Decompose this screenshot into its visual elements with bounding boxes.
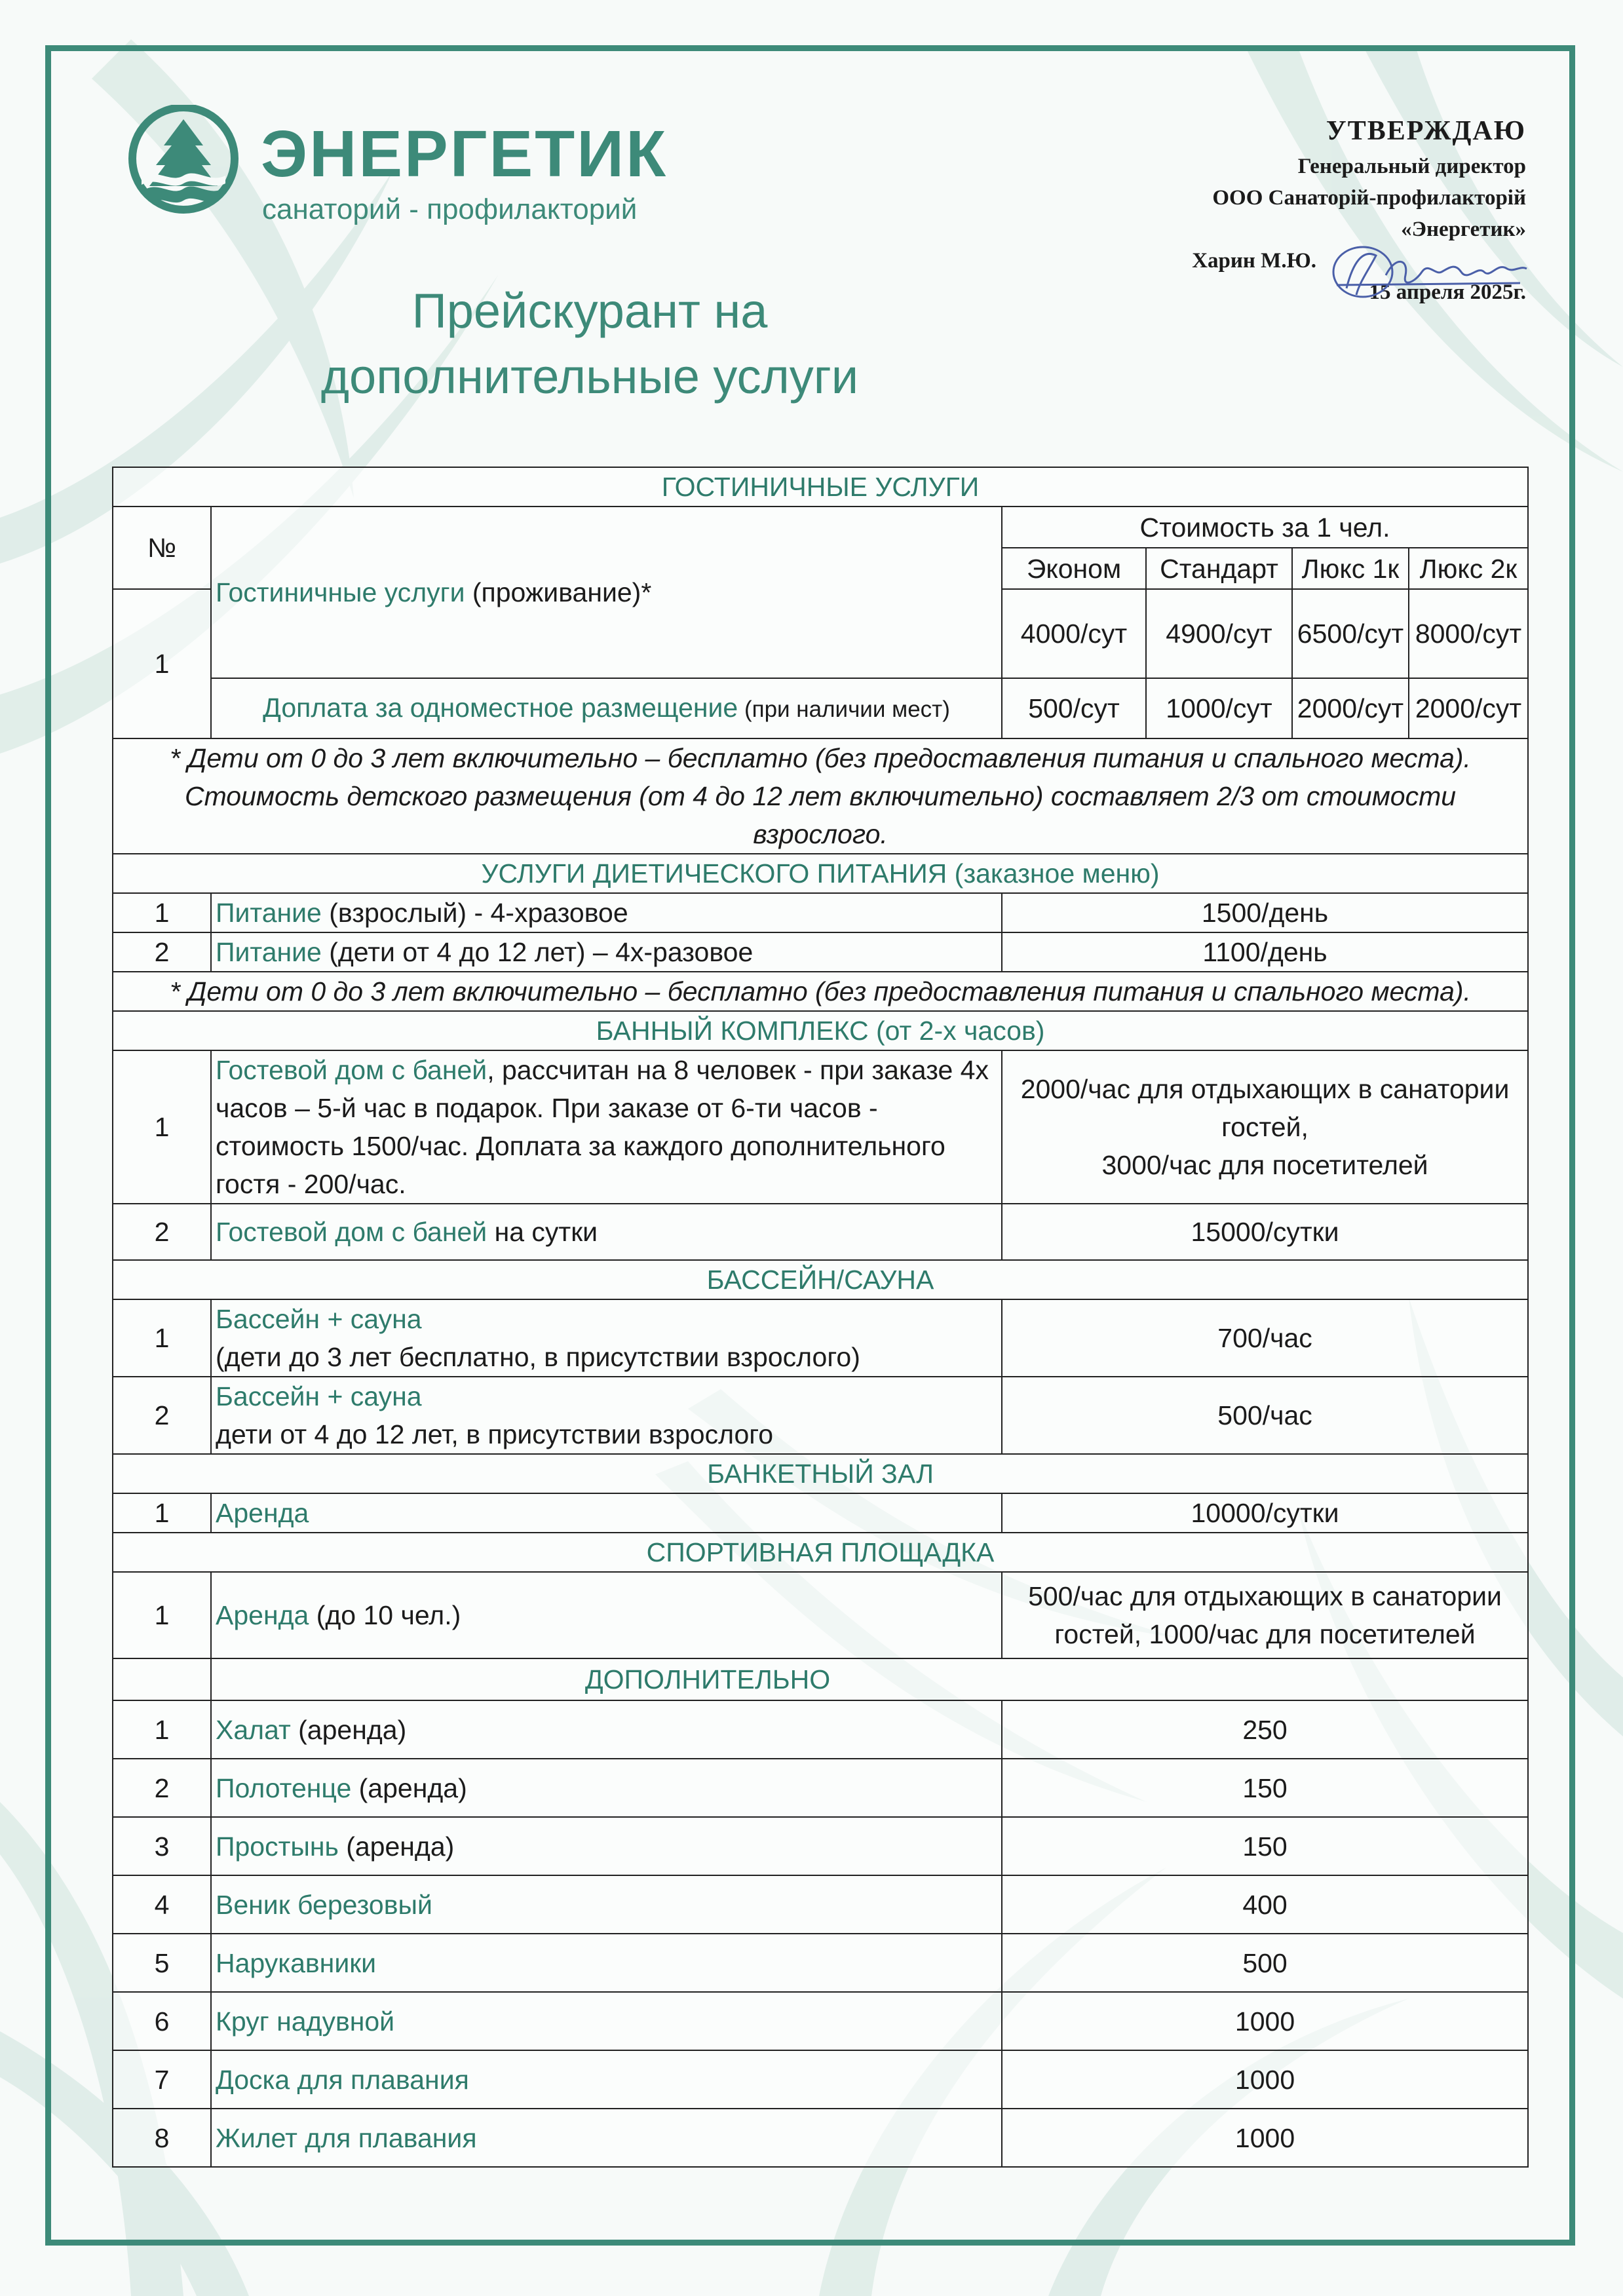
approval-title: УТВЕРЖДАЮ (1326, 116, 1526, 146)
supplement-economy: 500/сут (1002, 678, 1146, 738)
table-row: 1 Питание (взрослый) - 4-хразовое 1500/день (113, 893, 1528, 932)
pool-price: 700/час (1002, 1299, 1528, 1377)
extra-price: 1000 (1002, 2109, 1528, 2167)
table-row: 1 Аренда 10000/сутки (113, 1493, 1528, 1533)
table-row: 1 Гостевой дом с баней, рассчитан на 8 человек - при заказе 4х часов – 5-й час в подарок. При заказе от 6-ти часов - стоимость 1500/час. Доплата за каждого дополнительного гостя - 200/час. 2000/час для отдыхающих в санатории гостей, 3000/час для посетителей (113, 1050, 1528, 1204)
price-lux2: 8000/сут (1409, 589, 1528, 678)
table-row: 1 Халат (аренда) 250 (113, 1700, 1528, 1759)
extra-item-name: Халат (аренда) (211, 1700, 1002, 1759)
table-row: 2 Гостевой дом с баней на сутки 15000/сутки (113, 1204, 1528, 1260)
table-row: 3 Простынь (аренда) 150 (113, 1817, 1528, 1875)
approval-signer: Харин М.Ю. (1192, 249, 1316, 273)
bath-item-name: Гостевой дом с баней, рассчитан на 8 человек - при заказе 4х часов – 5-й час в подарок. При заказе от 6-ти часов - стоимость 1500/час. Доплата за каждого дополнительного гостя - 200/час. (211, 1050, 1002, 1204)
approval-date: 15 апреля 2025г. (1369, 280, 1526, 304)
diet-price: 1500/день (1002, 893, 1528, 932)
extra-item-name: Простынь (аренда) (211, 1817, 1002, 1875)
row-number: 1 (113, 589, 211, 738)
diet-note-row (113, 972, 1528, 1011)
extra-item-name: Жилет для плавания (211, 2109, 1002, 2167)
extra-price: 400 (1002, 1875, 1528, 1934)
price-economy: 4000/сут (1002, 589, 1146, 678)
price-lux1: 6500/сут (1292, 589, 1409, 678)
diet-note: * Дети от 0 до 3 лет включительно – бесплатно (без предоставления питания и спального места). (113, 972, 1528, 1011)
col-number-header: № (113, 507, 211, 589)
table-row: 8 Жилет для плавания 1000 (113, 2109, 1528, 2167)
supplement-standard: 1000/сут (1146, 678, 1292, 738)
extra-price: 1000 (1002, 2050, 1528, 2109)
supplement-lux2: 2000/сут (1409, 678, 1528, 738)
price-table (112, 467, 1529, 2168)
cost-header: Стоимость за 1 чел. (1002, 507, 1528, 548)
banquet-section-header: БАНКЕТНЫЙ ЗАЛ (113, 1454, 1528, 1493)
pool-section-header: БАССЕЙН/САУНА (113, 1260, 1528, 1299)
sport-section-header: СПОРТИВНАЯ ПЛОЩАДКА (113, 1533, 1528, 1572)
extra-item-name: Полотенце (аренда) (211, 1759, 1002, 1817)
page-title-line1: Прейскурант на (411, 284, 768, 338)
category-lux1: Люкс 1к (1292, 548, 1409, 589)
supplement-lux1: 2000/сут (1292, 678, 1409, 738)
table-row: 1 Аренда (до 10 чел.) 500/час для отдыхающих в санатории гостей, 1000/час для посетителей (113, 1572, 1528, 1658)
diet-item-name: Питание (дети от 4 до 12 лет) – 4х-разовое (211, 932, 1002, 972)
sport-price: 500/час для отдыхающих в санатории гостей, 1000/час для посетителей (1002, 1572, 1528, 1658)
extra-price: 500 (1002, 1934, 1528, 1992)
director-signature (1324, 236, 1533, 308)
extra-price: 150 (1002, 1817, 1528, 1875)
bath-price: 2000/час для отдыхающих в санатории гостей, 3000/час для посетителей (1002, 1050, 1528, 1204)
approval-company-name: «Энергетик» (1401, 218, 1526, 241)
diet-price: 1100/день (1002, 932, 1528, 972)
extra-item-name: Веник березовый (211, 1875, 1002, 1934)
table-row: 6 Круг надувной 1000 (113, 1992, 1528, 2050)
hotel-service-cell: Гостиничные услуги (проживание)* (211, 507, 1002, 678)
pool-item-name: Бассейн + сауна дети от 4 до 12 лет, в присутствии взрослого (211, 1377, 1002, 1454)
table-row: 4 Веник березовый 400 (113, 1875, 1528, 1934)
price-standard: 4900/сут (1146, 589, 1292, 678)
bath-section-header: БАННЫЙ КОМПЛЕКС (от 2-х часов) (113, 1011, 1528, 1050)
extra-item-name: Нарукавники (211, 1934, 1002, 1992)
approval-position: Генеральный директор (1297, 155, 1526, 178)
table-row: 5 Нарукавники 500 (113, 1934, 1528, 1992)
brand-subtitle: санаторий - профилакторий (262, 193, 638, 225)
category-economy: Эконом (1002, 548, 1146, 589)
category-lux2: Люкс 2к (1409, 548, 1528, 589)
table-row: 1 Бассейн + сауна (дети до 3 лет бесплатно, в присутствии взрослого) 700/час (113, 1299, 1528, 1377)
table-row: 2 Полотенце (аренда) 150 (113, 1759, 1528, 1817)
table-row: 2 Бассейн + сауна дети от 4 до 12 лет, в присутствии взрослого 500/час (113, 1377, 1528, 1454)
sport-item-name: Аренда (до 10 чел.) (211, 1572, 1002, 1658)
single-supplement-cell: Доплата за одноместное размещение (при наличии мест) (211, 678, 1002, 738)
pool-price: 500/час (1002, 1377, 1528, 1454)
pool-item-name: Бассейн + сауна (дети до 3 лет бесплатно, в присутствии взрослого) (211, 1299, 1002, 1377)
approval-company: ООО Санаторій-профилакторій (1212, 186, 1526, 210)
hotel-note: * Дети от 0 до 3 лет включительно – бесплатно (без предоставления питания и спального места). Стоимость детского размещения (от 4 до 12 лет включительно) составляет 2/3 от стоимости взрослого. (113, 738, 1528, 854)
table-row (113, 678, 1528, 738)
diet-section-header: УСЛУГИ ДИЕТИЧЕСКОГО ПИТАНИЯ (заказное меню) (113, 854, 1528, 893)
hotel-section-header: ГОСТИНИЧНЫЕ УСЛУГИ (113, 467, 1528, 507)
table-row: 7 Доска для плавания 1000 (113, 2050, 1528, 2109)
diet-item-name: Питание (взрослый) - 4-хразовое (211, 893, 1002, 932)
bath-item-name: Гостевой дом с баней на сутки (211, 1204, 1002, 1260)
brand-name: ЭНЕРГЕТИК (261, 117, 668, 191)
banquet-item-name: Аренда (211, 1493, 1002, 1533)
table-row (113, 507, 1528, 548)
category-standard: Стандарт (1146, 548, 1292, 589)
page-title-line2: дополнительные услуги (320, 349, 859, 404)
extra-item-name: Доска для плавания (211, 2050, 1002, 2109)
banquet-price: 10000/сутки (1002, 1493, 1528, 1533)
extra-price: 150 (1002, 1759, 1528, 1817)
bath-price: 15000/сутки (1002, 1204, 1528, 1260)
extra-section-header: ДОПОЛНИТЕЛЬНО (113, 1658, 1528, 1700)
extra-item-name: Круг надувной (211, 1992, 1002, 2050)
extra-price: 250 (1002, 1700, 1528, 1759)
extra-price: 1000 (1002, 1992, 1528, 2050)
hotel-note-row (113, 738, 1528, 854)
page-title (164, 278, 1016, 410)
table-row: 2 Питание (дети от 4 до 12 лет) – 4х-разовое 1100/день (113, 932, 1528, 972)
